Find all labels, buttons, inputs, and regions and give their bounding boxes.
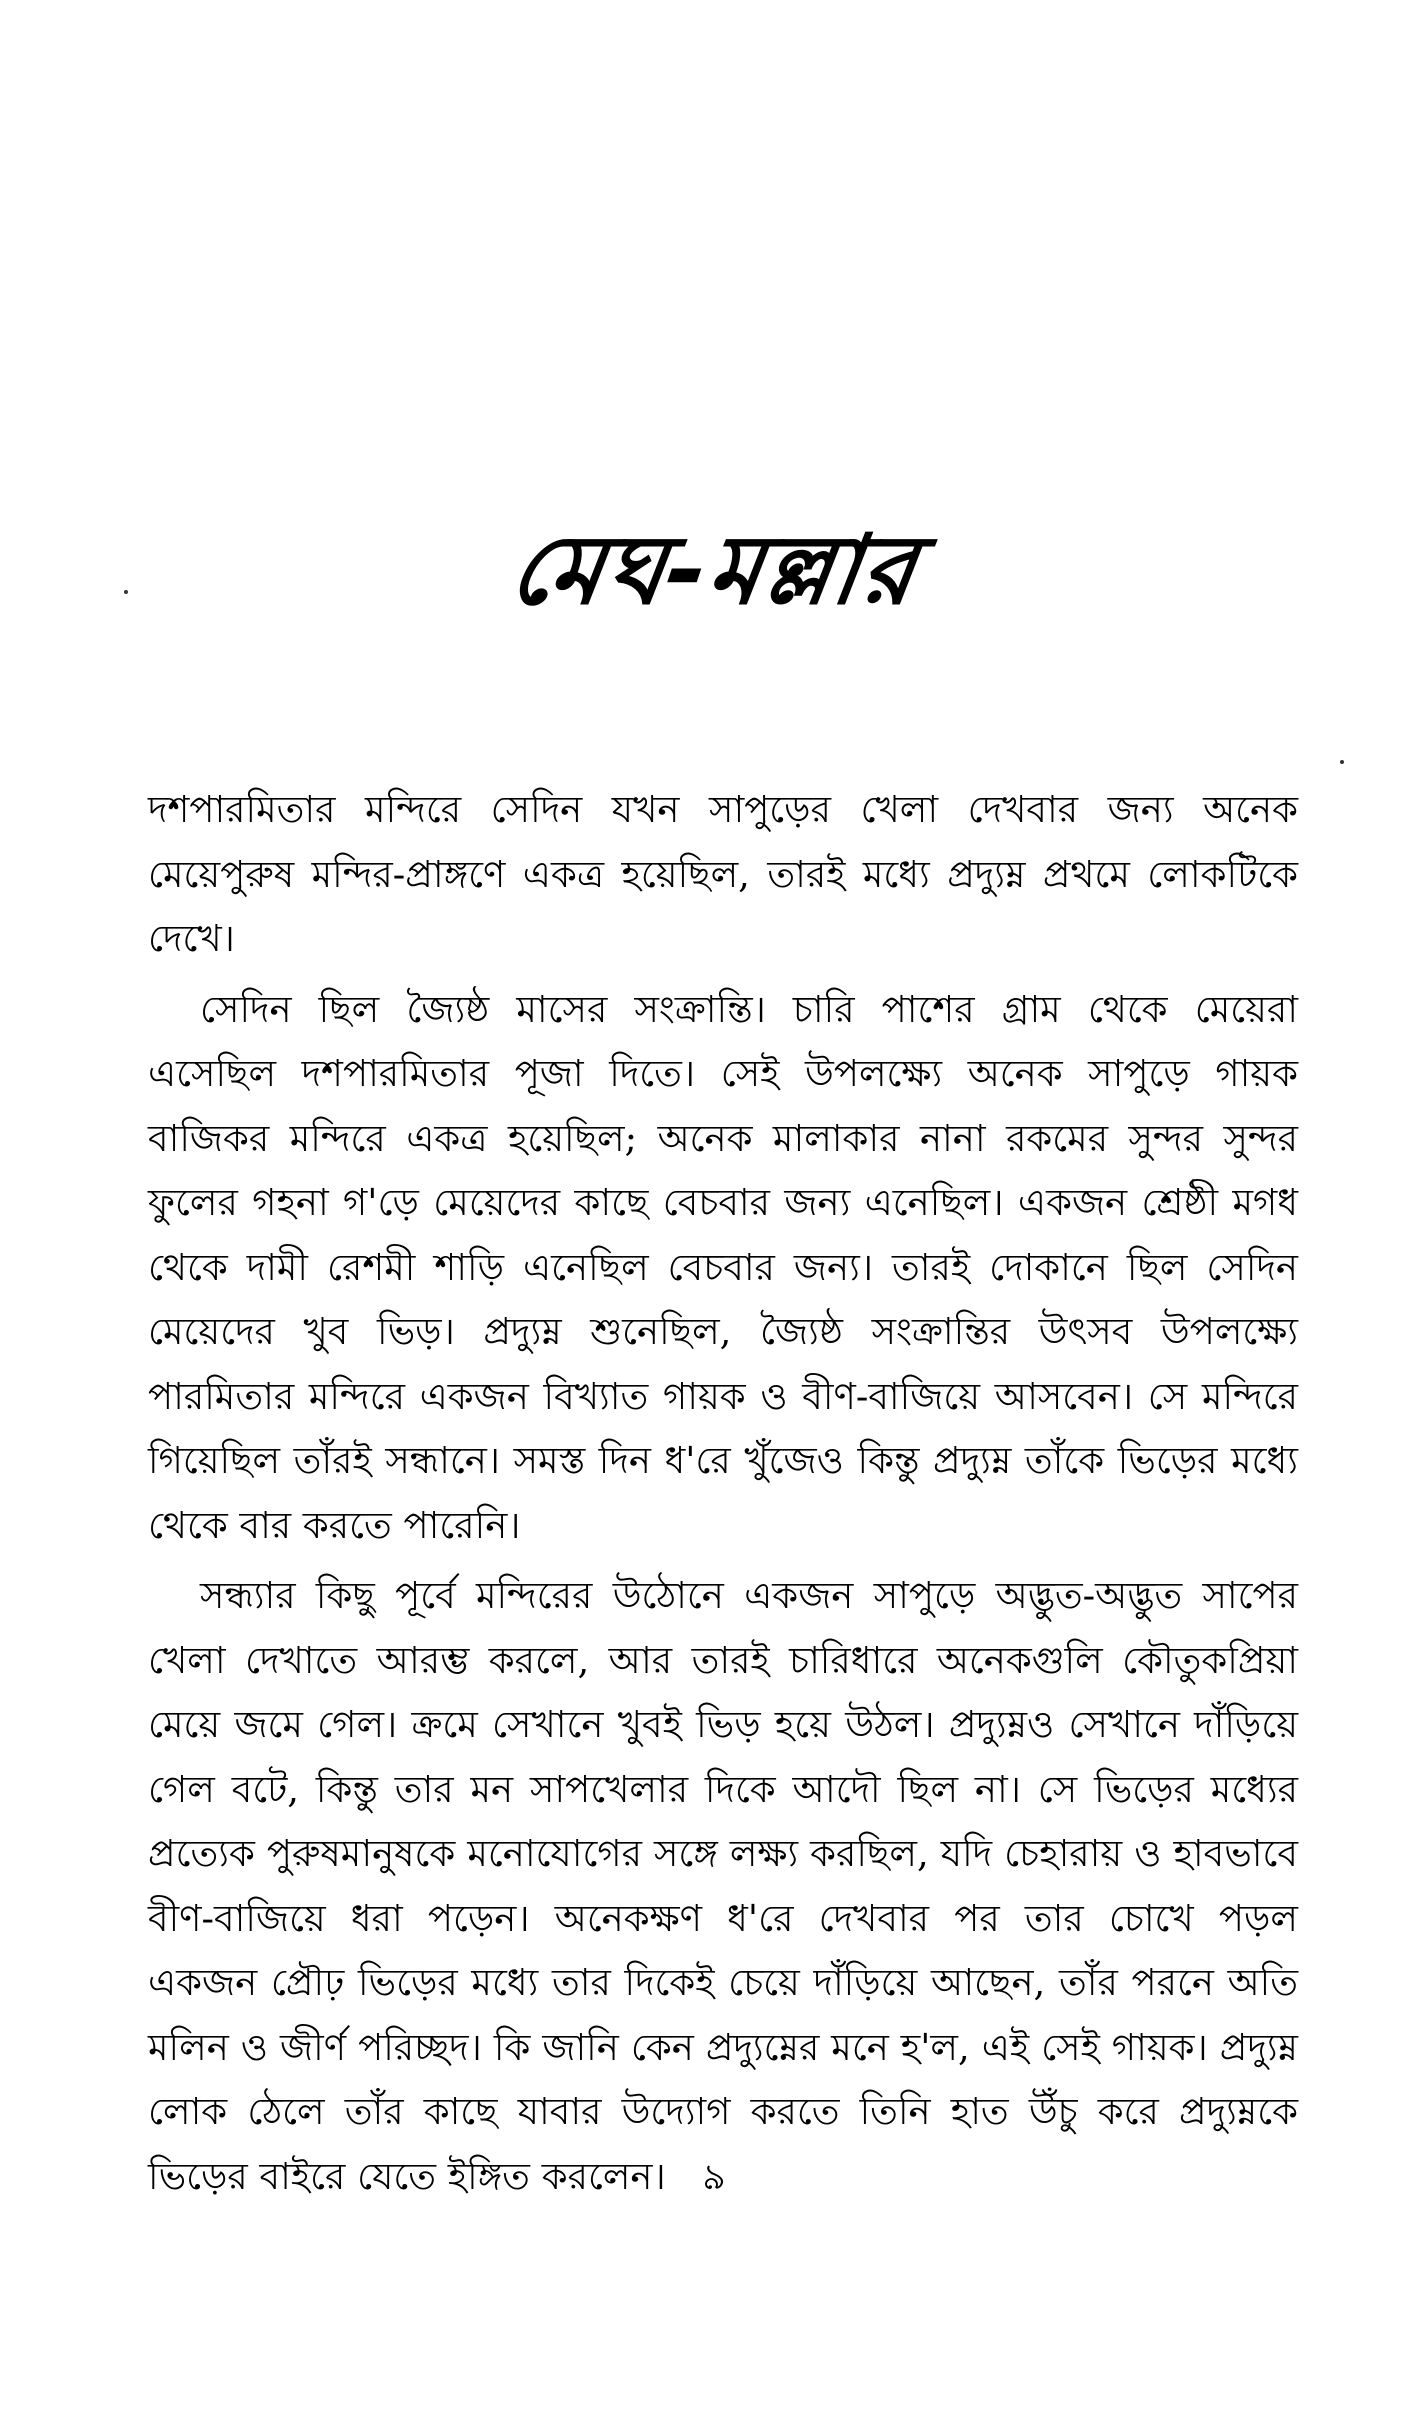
body-text: [148, 778, 1298, 2215]
paragraph-3: সন্ধ্যার কিছু পূর্বে মন্দিরের উঠোনে একজন সাপুড়ে অদ্ভুত-অদ্ভুত সাপের খেলা দেখাতে আরম্ভ করলে, আর তারই চারিধারে অনেকগুলি কৌতুকপ্রিয়া মেয়ে জমে গেল। ক্রমে সেখানে খুবই ভিড় হয়ে উঠল। প্রদ্যুম্নও সেখানে দাঁড়িয়ে গেল বটে, কিন্তু তার মন সাপখেলার দিকে আদৌ ছিল না। সে ভিড়ের মধ্যের প্রত্যেক পুরুষমানুষকে মনোযোগের সঙ্গে লক্ষ্য করছিল, যদি চেহারায় ও হাবভাবে বীণ-বাজিয়ে ধরা পড়েন। অনেকক্ষণ ধ'রে দেখবার পর তার চোখে পড়ল একজন প্রৌঢ় ভিড়ের মধ্যে তার দিকেই চেয়ে দাঁড়িয়ে আছেন, তাঁর পরনে অতি মলিন ও জীর্ণ পরিচ্ছদ। কি জানি কেন প্রদ্যুম্নের মনে হ'ল, এই সেই গায়ক। প্রদ্যুম্ন লোক ঠেলে তাঁর কাছে যাবার উদ্যোগ করতে তিনি হাত উঁচু করে প্রদ্যুম্নকে ভিড়ের বাইরে যেতে ইঙ্গিত করলেন।: [148, 1574, 1298, 2198]
chapter-title: মেঘ-মল্লার: [503, 514, 925, 626]
paragraph-1: দশপারমিতার মন্দিরে সেদিন যখন সাপুড়ের খেলা দেখবার জন্য অনেক মেয়েপুরুষ মন্দির-প্রাঙ্গণে একত্র হয়েছিল, তারই মধ্যে প্রদ্যুম্ন প্রথমে লোকটিকে দেখে।: [148, 788, 1298, 960]
print-speck: [1340, 760, 1344, 764]
page-number: ৯: [702, 2157, 726, 2198]
paragraph-2: সেদিন ছিল জ্যৈষ্ঠ মাসের সংক্রান্তি। চারি পাশের গ্রাম থেকে মেয়েরা এসেছিল দশপারমিতার পূজা দিতে। সেই উপলক্ষ্যে অনেক সাপুড়ে গায়ক বাজিকর মন্দিরে একত্র হয়েছিল; অনেক মালাকার নানা রকমের সুন্দর সুন্দর ফুলের গহনা গ'ড়ে মেয়েদের কাছে বেচবার জন্য এনেছিল। একজন শ্রেষ্ঠী মগধ থেকে দামী রেশমী শাড়ি এনেছিল বেচবার জন্য। তারই দোকানে ছিল সেদিন মেয়েদের খুব ভিড়। প্রদ্যুম্ন শুনেছিল, জ্যৈষ্ঠ সংক্রান্তির উৎসব উপলক্ষ্যে পারমিতার মন্দিরে একজন বিখ্যাত গায়ক ও বীণ-বাজিয়ে আসবেন। সে মন্দিরে গিয়েছিল তাঁরই সন্ধানে। সমস্ত দিন ধ'রে খুঁজেও কিন্তু প্রদ্যুম্ন তাঁকে ভিড়ের মধ্যে থেকে বার করতে পারেনি।: [148, 987, 1298, 1547]
chapter-title-area: [0, 470, 1428, 670]
